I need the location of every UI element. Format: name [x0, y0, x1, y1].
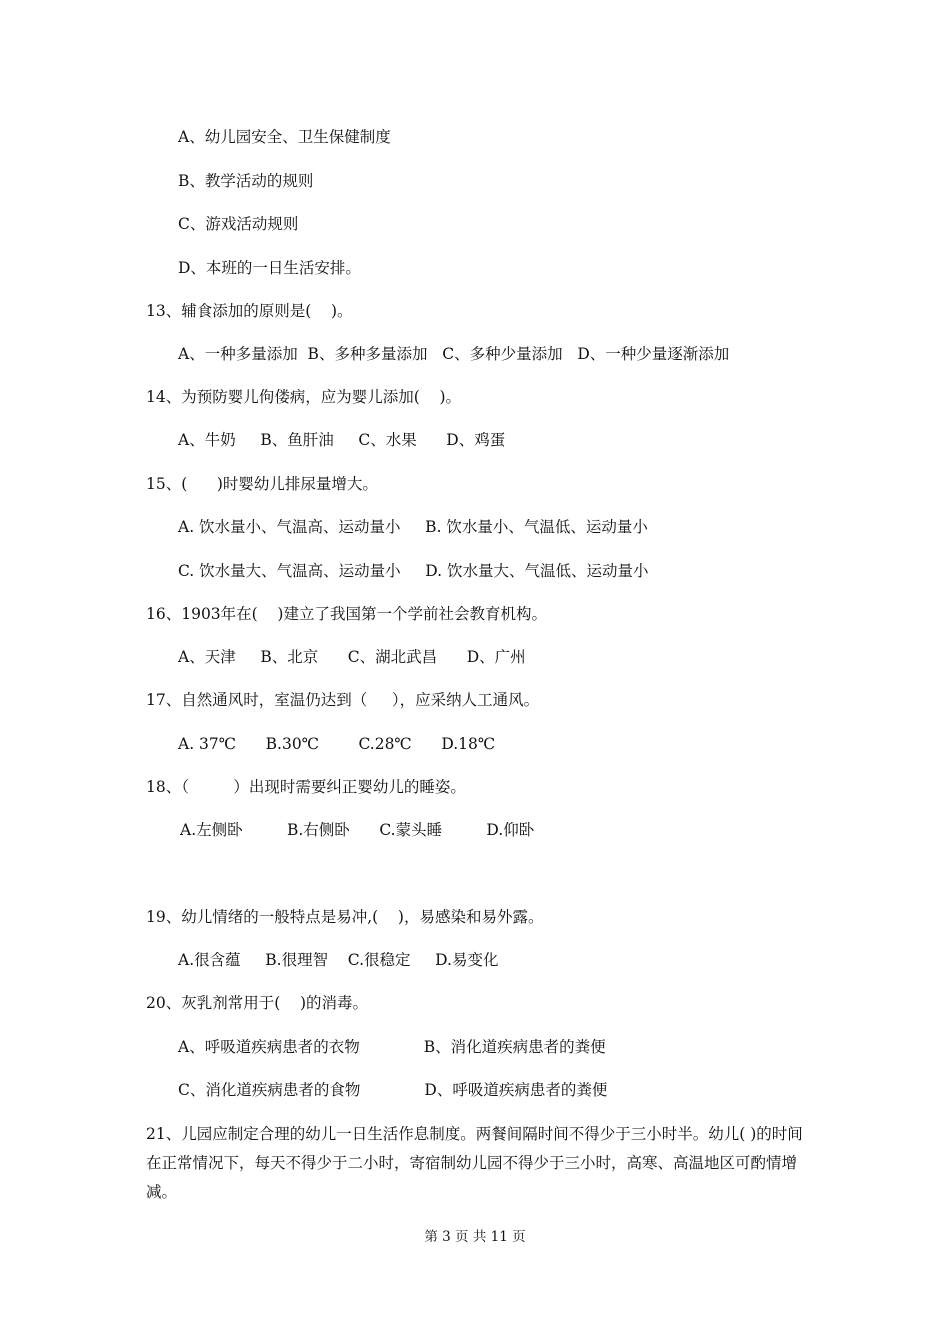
q12-option-c: C、游戏活动规则 [178, 215, 299, 233]
q12-option-d: D、本班的一日生活安排。 [178, 259, 361, 277]
q19-stem: 19、幼儿情绪的一般特点是易冲,( )，易感染和易外露。 [146, 908, 544, 926]
q19-options: A.很含蕴 B.很理智 C.很稳定 D.易变化 [178, 951, 499, 969]
q15-options-cd: C. 饮水量大、气温高、运动量小 D. 饮水量大、气温低、运动量小 [178, 562, 649, 580]
q13-stem: 13、辅食添加的原则是( )。 [146, 302, 353, 320]
q18-stem: 18、（ ）出现时需要纠正婴幼儿的睡姿。 [146, 778, 466, 796]
q17-stem: 17、自然通风时，室温仍达到（ ），应采纳人工通风。 [146, 691, 540, 709]
q16-stem: 16、1903年在( )建立了我国第一个学前社会教育机构。 [146, 605, 547, 623]
q18-options: A.左侧卧 B.右侧卧 C.蒙头睡 D.仰卧 [180, 821, 535, 839]
q16-options: A、天津 B、北京 C、湖北武昌 D、广州 [178, 648, 526, 666]
q20-options-ab: A、呼吸道疾病患者的衣物 B、消化道疾病患者的粪便 [178, 1038, 606, 1056]
q15-stem: 15、( )时婴幼儿排尿量增大。 [146, 475, 378, 493]
q17-options: A. 37℃ B.30℃ C.28℃ D.18℃ [178, 735, 496, 753]
q20-stem: 20、灰乳剂常用于( )的消毒。 [146, 994, 369, 1012]
q13-options: A、一种多量添加 B、多种多量添加 C、多种少量添加 D、一种少量逐渐添加 [178, 345, 730, 363]
q20-options-cd: C、消化道疾病患者的食物 D、呼吸道疾病患者的粪便 [178, 1081, 608, 1099]
page-footer: 第 3 页 共 11 页 [424, 1229, 526, 1245]
q21-stem: 21、儿园应制定合理的幼儿一日生活作息制度。两餐间隔时间不得少于三小时半。幼儿( )的时间在正常情况下，每天不得少于二小时，寄宿制幼儿园不得少于三小时，高寒、高温地区可酌情增减。 [146, 1125, 803, 1201]
q12-option-a: A、幼儿园安全、卫生保健制度 [178, 128, 391, 146]
q14-stem: 14、为预防婴儿佝偻病，应为婴儿添加( )。 [146, 388, 462, 406]
q12-option-b: B、教学活动的规则 [178, 172, 314, 190]
q15-options-ab: A. 饮水量小、气温高、运动量小 B. 饮水量小、气温低、运动量小 [178, 518, 648, 536]
q14-options: A、牛奶 B、鱼肝油 C、水果 D、鸡蛋 [178, 431, 506, 449]
